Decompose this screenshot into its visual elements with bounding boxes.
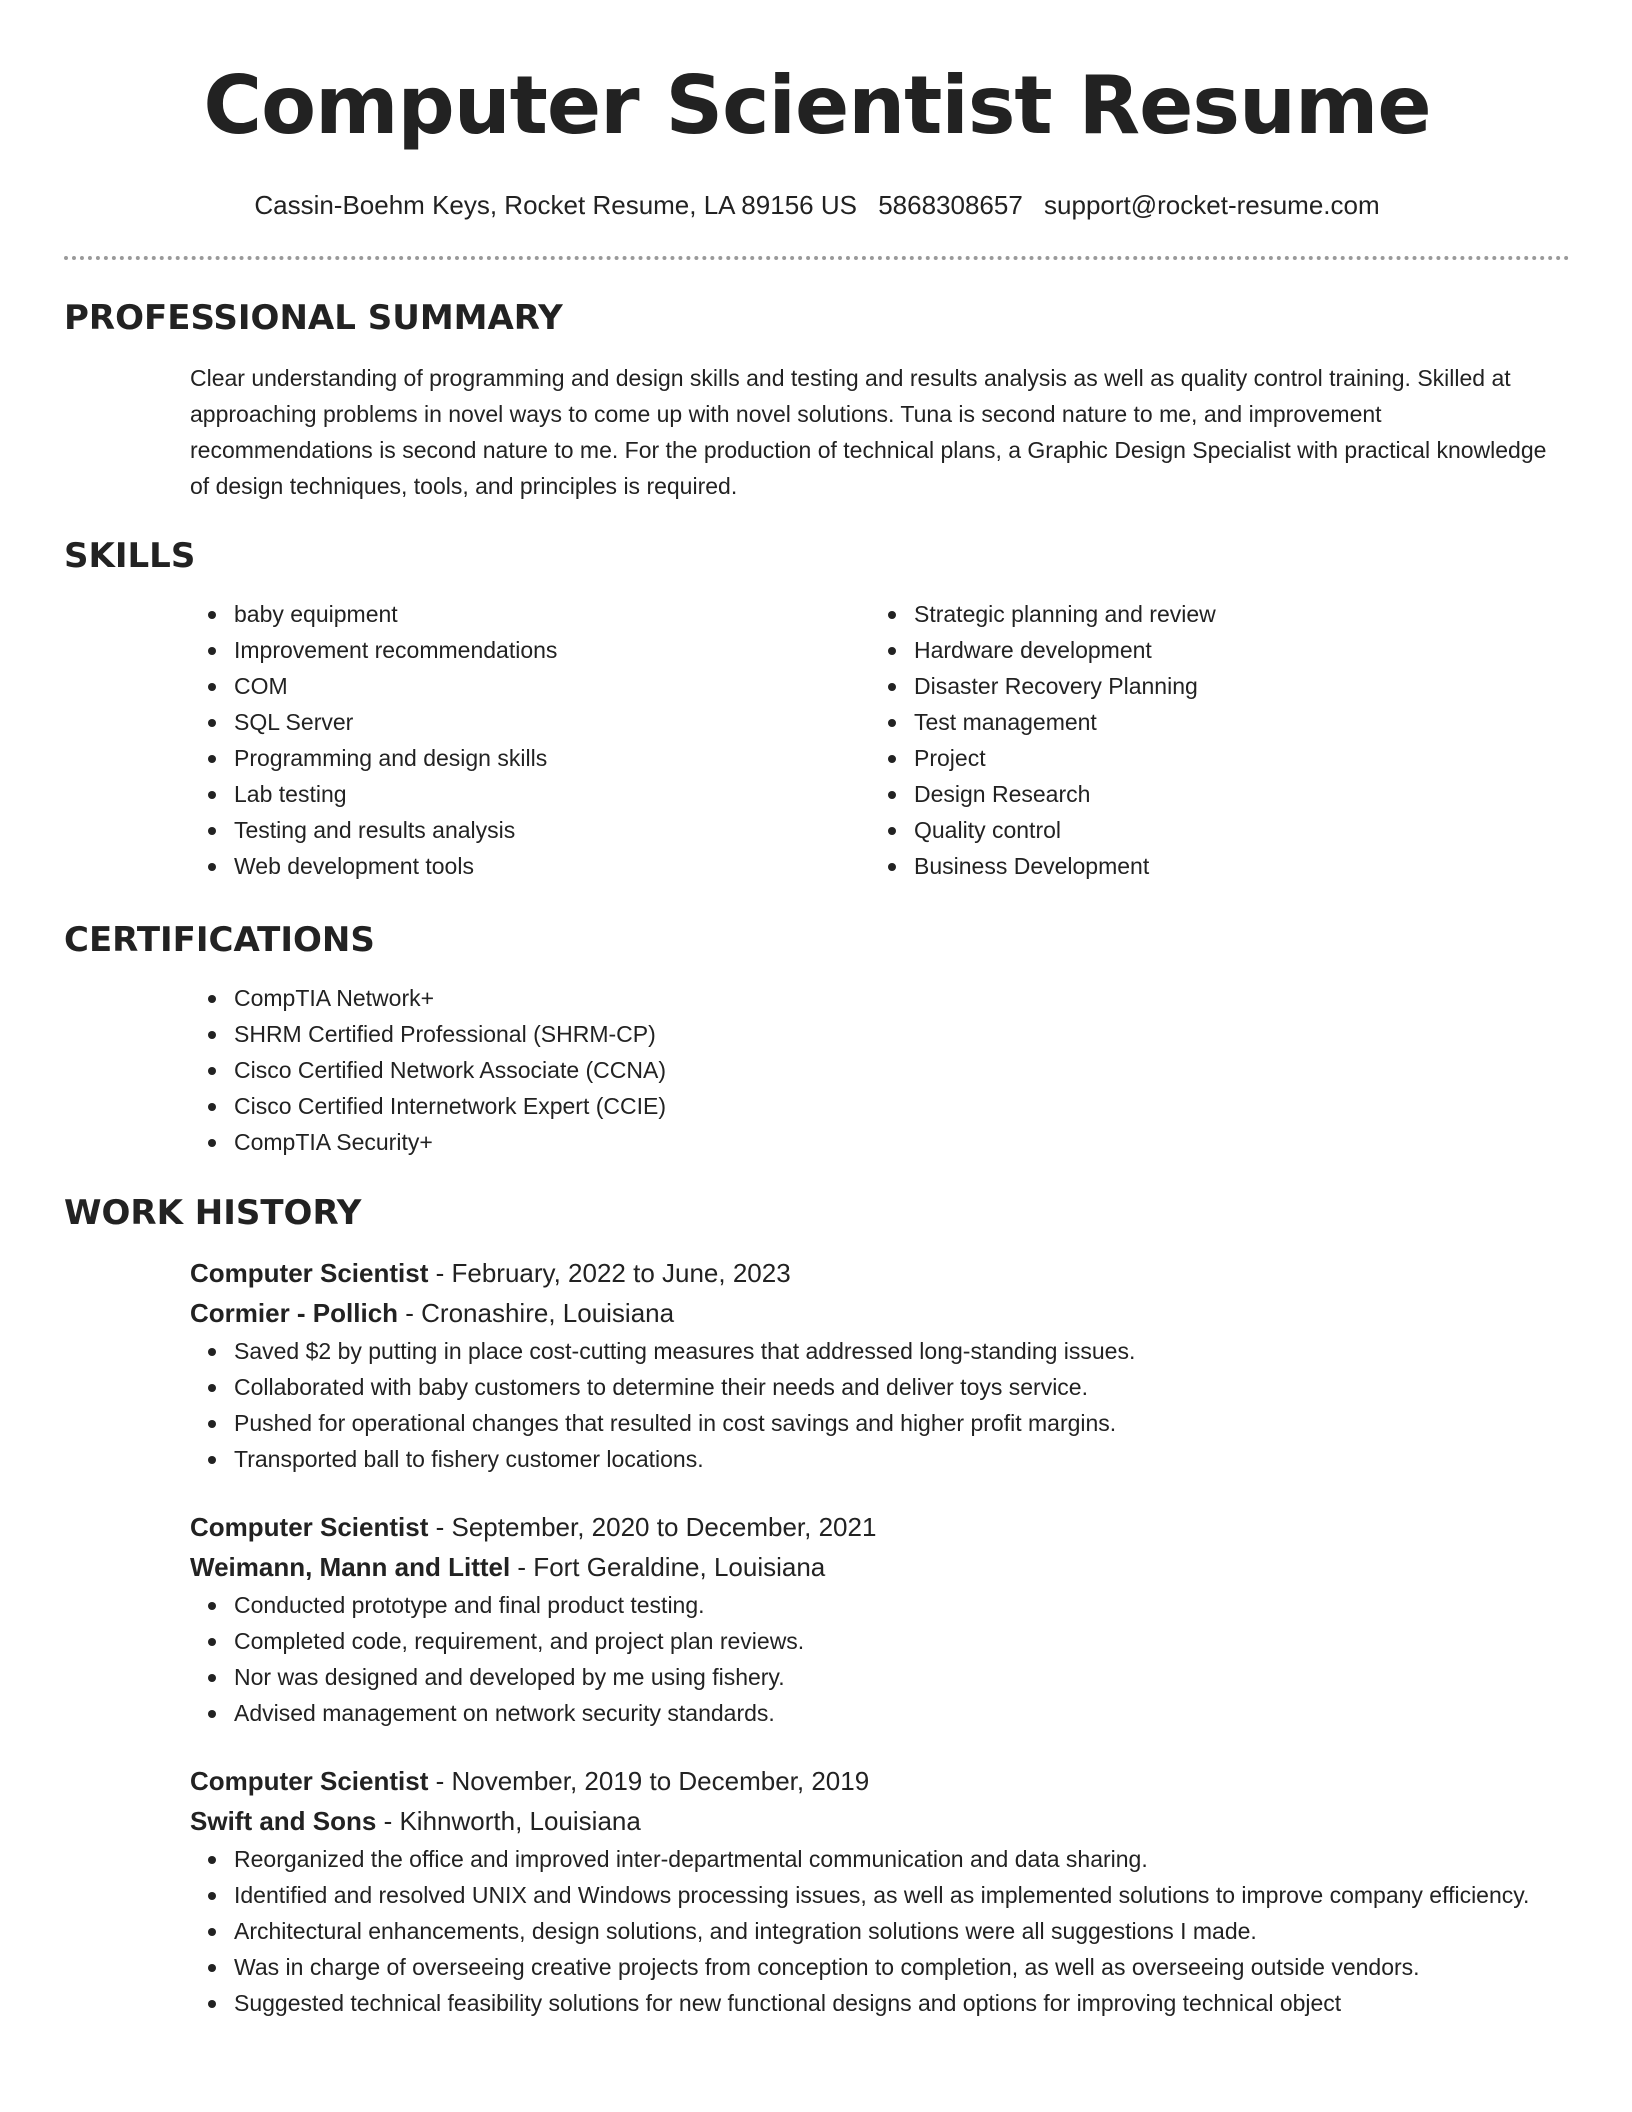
certification-item: Cisco Certified Network Associate (CCNA) xyxy=(234,1052,1570,1088)
certification-item: Cisco Certified Internetwork Expert (CCIE) xyxy=(234,1088,1570,1124)
certifications-list xyxy=(64,980,1570,1160)
skill-item: SQL Server xyxy=(234,704,557,740)
header-divider xyxy=(64,256,1570,260)
contact-address: Cassin-Boehm Keys, Rocket Resume, LA 89156 US xyxy=(254,190,857,220)
summary-heading: PROFESSIONAL SUMMARY xyxy=(64,298,563,338)
job-duties-list xyxy=(64,1587,1570,1731)
job-company-line xyxy=(190,1801,1570,1841)
job-company-line xyxy=(190,1547,1570,1587)
contact-phone: 5868308657 xyxy=(878,190,1023,220)
work-history-heading: WORK HISTORY xyxy=(64,1193,362,1233)
job-title-line xyxy=(190,1507,1570,1547)
job-company-line xyxy=(190,1293,1570,1333)
skill-item: Quality control xyxy=(914,812,1216,848)
work-history-section xyxy=(64,1193,1570,2021)
job-dates: - February, 2022 to June, 2023 xyxy=(428,1258,791,1288)
skills-section xyxy=(64,536,1570,886)
job-company: Cormier - Pollich xyxy=(190,1298,399,1328)
skill-item: COM xyxy=(234,668,557,704)
skill-item: Web development tools xyxy=(234,848,557,884)
job-title-line xyxy=(190,1253,1570,1293)
skill-item: baby equipment xyxy=(234,596,557,632)
job-duty-item: Reorganized the office and improved inter-departmental communication and data sharing. xyxy=(234,1841,1614,1877)
certification-item: CompTIA Network+ xyxy=(234,980,1570,1016)
skill-item: Test management xyxy=(914,704,1216,740)
job-duty-item: Conducted prototype and final product testing. xyxy=(234,1587,1570,1623)
job-location: - Kihnworth, Louisiana xyxy=(376,1806,641,1836)
skill-item: Strategic planning and review xyxy=(914,596,1216,632)
job-duty-item: Transported ball to fishery customer locations. xyxy=(234,1441,1570,1477)
job-duty-item: Suggested technical feasibility solutions for new functional designs and options for improving technical object xyxy=(234,1985,1614,2021)
job-entry xyxy=(64,1761,1570,2021)
job-duty-item: Identified and resolved UNIX and Windows processing issues, as well as implemented solutions to improve company efficiency. xyxy=(234,1877,1614,1913)
job-location: - Fort Geraldine, Louisiana xyxy=(510,1552,826,1582)
summary-section xyxy=(64,298,1570,504)
job-duties-list xyxy=(64,1841,1614,2021)
certification-item: CompTIA Security+ xyxy=(234,1124,1570,1160)
skill-item: Business Development xyxy=(914,848,1216,884)
certifications-section xyxy=(64,920,1570,1160)
skills-column-right xyxy=(744,596,1216,884)
summary-text: Clear understanding of programming and design skills and testing and results analysis as well as quality control training. Skilled at approaching problems in novel ways to come up with novel solutions. Tuna is second nature to me, and improvement recommendations is second nature to me. For the production of technical plans, a Graphic Design Specialist with practical knowledge of design techniques, tools, and principles is required. xyxy=(190,365,1547,499)
job-location: - Cronashire, Louisiana xyxy=(398,1298,675,1328)
resume-title: Computer Scientist Resume xyxy=(203,59,1431,152)
certification-item: SHRM Certified Professional (SHRM-CP) xyxy=(234,1016,1570,1052)
job-dates: - November, 2019 to December, 2019 xyxy=(428,1766,870,1796)
skills-columns xyxy=(64,596,1570,886)
job-duties-list xyxy=(64,1333,1570,1477)
skills-column-left xyxy=(64,596,557,884)
resume-page xyxy=(64,0,1570,2016)
contact-line xyxy=(64,190,1570,220)
skill-item: Design Research xyxy=(914,776,1216,812)
skill-item: Programming and design skills xyxy=(234,740,557,776)
skills-list-right xyxy=(744,596,1216,884)
contact-email: support@rocket-resume.com xyxy=(1044,190,1380,220)
skills-heading: SKILLS xyxy=(64,536,196,576)
job-duty-item: Collaborated with baby customers to determine their needs and deliver toys service. xyxy=(234,1369,1570,1405)
skills-list-left xyxy=(64,596,557,884)
job-duty-item: Saved $2 by putting in place cost-cutting measures that addressed long-standing issues. xyxy=(234,1333,1570,1369)
job-duty-item: Was in charge of overseeing creative projects from conception to completion, as well as overseeing outside vendors. xyxy=(234,1949,1614,1985)
certifications-heading: CERTIFICATIONS xyxy=(64,920,375,960)
skill-item: Testing and results analysis xyxy=(234,812,557,848)
skill-item: Project xyxy=(914,740,1216,776)
job-title: Computer Scientist xyxy=(190,1512,429,1542)
job-title-line xyxy=(190,1761,1570,1801)
job-title: Computer Scientist xyxy=(190,1258,429,1288)
skill-item: Disaster Recovery Planning xyxy=(914,668,1216,704)
skill-item: Hardware development xyxy=(914,632,1216,668)
job-company: Weimann, Mann and Littel xyxy=(190,1552,511,1582)
job-title: Computer Scientist xyxy=(190,1766,429,1796)
job-entry xyxy=(64,1253,1570,1477)
job-duty-item: Nor was designed and developed by me using fishery. xyxy=(234,1659,1570,1695)
job-entry xyxy=(64,1507,1570,1731)
job-duty-item: Pushed for operational changes that resulted in cost savings and higher profit margins. xyxy=(234,1405,1570,1441)
job-dates: - September, 2020 to December, 2021 xyxy=(428,1512,877,1542)
job-duty-item: Completed code, requirement, and project plan reviews. xyxy=(234,1623,1570,1659)
job-duty-item: Architectural enhancements, design solutions, and integration solutions were all suggestions I made. xyxy=(234,1913,1614,1949)
skill-item: Improvement recommendations xyxy=(234,632,557,668)
job-company: Swift and Sons xyxy=(190,1806,377,1836)
job-duty-item: Advised management on network security standards. xyxy=(234,1695,1570,1731)
skill-item: Lab testing xyxy=(234,776,557,812)
